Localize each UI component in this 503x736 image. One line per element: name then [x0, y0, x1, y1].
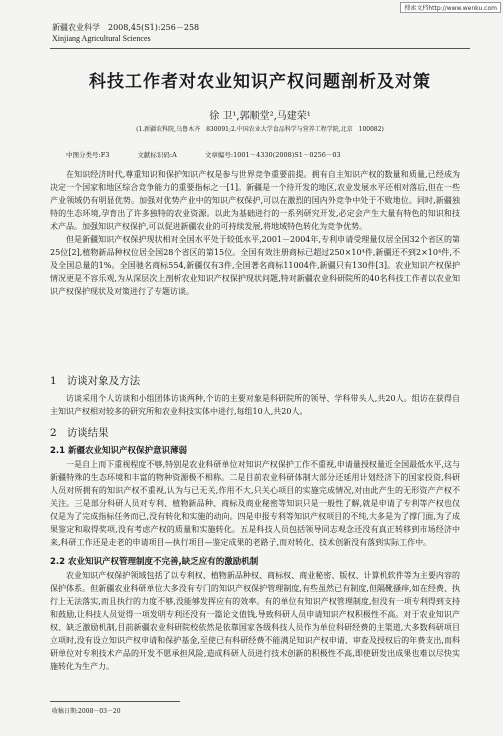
section-1-title: 访谈对象及方法 [66, 375, 141, 387]
intro-paragraph-1: 在知识经济时代,尊重知识和保护知识产权是参与世界竞争重要前提。拥有自主知识产权的数量和质量,已经成为决定一个国家和地区综合竞争能力的重要指标之一[1]。新疆是一个待开发的地区,农业发展水平还相对落后,但在一些产业领域仍有明显优势。加强对优势产业中的知识产权保护,可以在激烈的国内外竞争中处于不败地位。同时,新疆独特的生态环境,孕育出了许多独特的农业资源。以此为基础进行的一系列研究开发,必定会产生大量有特色的知识和技术产品。加强知识产权保护,可以促进新疆农业的可持续发展,将地域特色转化为竞争优势。 [50, 170, 460, 231]
paper-title: 科技工作者对农业知识产权问题剖析及对策 [89, 72, 431, 92]
introduction [50, 168, 460, 298]
section-2-number: 2 [50, 427, 57, 439]
intro-paragraph-2: 但是新疆知识产权保护现状相对全国水平处于较低水平,2001－2004年,专利申请受理量仅居全国32个省区的第25位[2],植物新品种权位居全国28个省区的第15位。全国有效注册商标已超过250×10⁴件,新疆还不到2×10⁴件,不及全国总量的1%。全国驰名商标554,新疆仅有3件,全国著名商标11004件,新疆只有130件[3]。农业知识产权保护情况更是不容乐观,为从深层次上剖析农业知识产权保护现状问题,特对新疆农业科研院所的40名科技工作者以农业知识产权保护现状及对策进行了专题访谈。 [50, 235, 460, 296]
subsection-2-1-body [50, 458, 460, 549]
subsection-2-2-heading [50, 555, 258, 567]
received-date: 收稿日期:2008－03－20 [52, 708, 121, 715]
section-1-body [50, 392, 460, 418]
paper-affiliation: (1.新疆农科院,乌鲁木齐 830091;2.中国农业大学食品科学与营养工程学院,北京 100082) [136, 126, 384, 133]
footnote-rule [50, 701, 180, 702]
paper-authors: 徐 卫¹,郭顺堂²,马建荣¹ [209, 111, 311, 122]
subsection-2-1-paragraph: 一是自上而下重视程度不够,特别是农业科研单位对知识产权保护工作不重视,申请量授权量近全国最低水平,这与新疆特殊的生态环境和丰富的物种资源极不相称。二是目前农业科研体制大部分还延用计划经济下的国家投资,科研人员对所拥有的知识产权不重视,认为与已无关,作用不大,只关心项目的实施完成情况,对由此产生的无形资产产权不关注。三是部分科研人员对专利、植物新品种、商标及商业秘密等知识只是一般性了解,就是申请了专利等产权也仅仅是为了完成指标任务而已,没有转化和实施的动向。四是申报专利等知识产权项目的不纯,大多是为了撑门面,为了成果鉴定和取得奖项,没有考虑产权的质量和实施转化。五是科技人员包括领导同志观念还没有真正转移到市场经济中来,科研工作还是走老的申请项目—执行项目—鉴定成果的老路子,而对转化、技术创新没有落到实际工作中。 [50, 460, 460, 547]
article-number: 文章编号:1001－4330(2008)S1－0256－03 [204, 151, 341, 159]
subsection-2-1-number: 2.1 [50, 446, 66, 456]
watermark-badge[interactable]: 搜索文档http://www.wenku.com [400, 2, 501, 13]
subsection-2-2-title: 农业知识产权管理制度不完善,缺乏应有的激励机制 [68, 557, 259, 567]
section-1-paragraph: 访谈采用个人访谈和小组团体访谈两种,个访的主要对象是科研院所的领导、学科带头人,共20人。组访在获得自主知识产权相对较多的研究所和农业科技实体中进行,每组10人,共20人。 [50, 394, 460, 416]
section-1-heading [50, 373, 140, 388]
section-2-heading [50, 425, 109, 440]
header-rule [50, 48, 470, 49]
journal-citation: 新疆农业科学 2008,45(S1):256－258 [52, 23, 200, 32]
paper-metadata [66, 150, 367, 159]
subsection-2-1-heading [50, 444, 187, 456]
document-code: 文献标识码:A [137, 151, 177, 159]
subsection-2-2-number: 2.2 [50, 557, 66, 567]
section-2-title: 访谈结果 [66, 427, 109, 439]
journal-english-name: Xinjiang Agricultural Sciences [52, 34, 151, 43]
journal-header [52, 22, 199, 44]
clc-number: 中图分类号:F3 [66, 151, 110, 159]
subsection-2-2-body [50, 569, 460, 673]
section-1-number: 1 [50, 375, 57, 387]
subsection-2-1-title: 新疆农业知识产权保护意识薄弱 [68, 446, 188, 456]
subsection-2-2-paragraph: 农业知识产权保护领域包括了以专利权、植物新品种权、商标权、商业秘密、版权、计算机软件等为主要内容的保护体系。但新疆农业科研单位大多没有专门的知识产权保护管理制度,有些虽然已有制度,但隔靴搔痒,如在经费、执行上无法落实,而且执行的力度不够,没能够发挥应有的效率。有的单位有知识产权管理制度,但没有一项专利得到支持和鼓励,让科技人员觉得一项发明专利还没有一篇论文值钱,导致科研人员申请知识产权积极性不高。对于农业知识产权、缺乏激励机制,目前新疆农业科研院校依然是依靠国家各级科技人员作为单位科研经费的主渠道,大多数科研项目立项时,没有设立知识产权申请和保护基金,至使已有科研经费不能满足知识产权申请、审查及授权后的年费支出,而科研单位对专利技术产品的开发不愿承担风险,造成科研人员进行技术创新的积极性不高,即使研发出成果也难以尽快实施转化为生产力。 [50, 571, 460, 671]
